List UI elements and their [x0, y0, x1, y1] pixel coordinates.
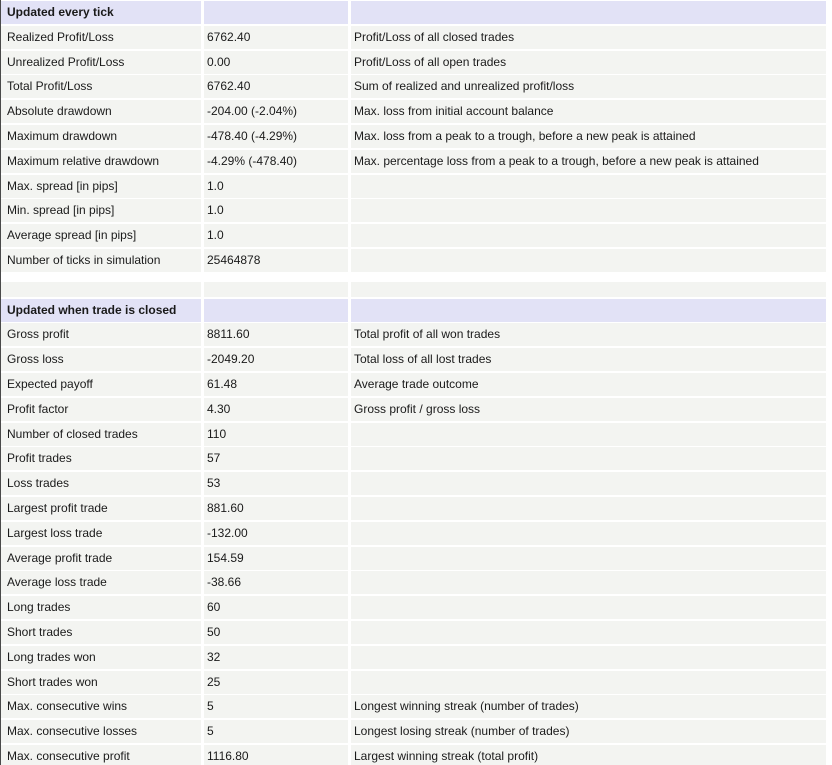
- stat-row: [1, 423, 826, 446]
- stat-label: Short trades won: [1, 671, 201, 694]
- stat-description: Sum of realized and unrealized profit/loss: [351, 75, 826, 98]
- stat-label: Max. consecutive wins: [1, 695, 201, 718]
- stat-description: [351, 472, 826, 495]
- empty-label-cell: [1, 282, 201, 297]
- stat-description: Max. loss from initial account balance: [351, 100, 826, 123]
- empty-description-cell: [351, 282, 826, 297]
- stat-label: Realized Profit/Loss: [1, 26, 201, 49]
- stat-row: [1, 373, 826, 396]
- stat-value: 53: [204, 472, 348, 495]
- stat-value: 110: [204, 423, 348, 446]
- stat-description: Longest losing streak (number of trades): [351, 720, 826, 743]
- section-header-row: [1, 299, 826, 322]
- stat-description: Longest winning streak (number of trades): [351, 695, 826, 718]
- stat-row: [1, 26, 826, 49]
- stat-description: Largest winning streak (total profit): [351, 745, 826, 765]
- stat-value: 6762.40: [204, 75, 348, 98]
- stat-row: [1, 199, 826, 222]
- empty-value-cell: [204, 282, 348, 297]
- stat-description: [351, 547, 826, 570]
- stat-description: [351, 249, 826, 272]
- stat-value: 25464878: [204, 249, 348, 272]
- stat-value: -478.40 (-4.29%): [204, 125, 348, 148]
- stat-row: [1, 150, 826, 173]
- stat-description: [351, 522, 826, 545]
- stat-label: Largest loss trade: [1, 522, 201, 545]
- stat-label: Number of closed trades: [1, 423, 201, 446]
- stat-label: Profit factor: [1, 398, 201, 421]
- stat-value: -2049.20: [204, 348, 348, 371]
- stat-label: Loss trades: [1, 472, 201, 495]
- stat-description: Profit/Loss of all open trades: [351, 51, 826, 74]
- stat-row: [1, 125, 826, 148]
- stat-description: Total profit of all won trades: [351, 323, 826, 346]
- stat-description: [351, 571, 826, 594]
- stat-description: Profit/Loss of all closed trades: [351, 26, 826, 49]
- section-header-row: [1, 1, 826, 24]
- stat-value: 8811.60: [204, 323, 348, 346]
- stat-label: Maximum relative drawdown: [1, 150, 201, 173]
- stat-description: [351, 423, 826, 446]
- stat-row: [1, 646, 826, 669]
- stat-value: 57: [204, 447, 348, 470]
- stat-value: 50: [204, 621, 348, 644]
- stat-value: 6762.40: [204, 26, 348, 49]
- stat-row: [1, 447, 826, 470]
- section-header-value-cell: [204, 1, 348, 24]
- stat-label: Average spread [in pips]: [1, 224, 201, 247]
- stat-value: 881.60: [204, 497, 348, 520]
- stat-value: 1116.80: [204, 745, 348, 765]
- stat-row: [1, 398, 826, 421]
- stat-value: -204.00 (-2.04%): [204, 100, 348, 123]
- stat-label: Min. spread [in pips]: [1, 199, 201, 222]
- stat-row: [1, 472, 826, 495]
- stat-value: -132.00: [204, 522, 348, 545]
- stat-row: [1, 323, 826, 346]
- stat-description: [351, 497, 826, 520]
- stat-label: Gross loss: [1, 348, 201, 371]
- stat-row: [1, 695, 826, 718]
- stat-value: 1.0: [204, 199, 348, 222]
- stat-value: 32: [204, 646, 348, 669]
- stat-description: [351, 596, 826, 619]
- stat-row: [1, 51, 826, 74]
- stat-label: Max. spread [in pips]: [1, 175, 201, 198]
- stat-label: Number of ticks in simulation: [1, 249, 201, 272]
- stat-description: Average trade outcome: [351, 373, 826, 396]
- stat-label: Long trades won: [1, 646, 201, 669]
- section-header-description-cell: [351, 299, 826, 322]
- stat-description: [351, 646, 826, 669]
- stat-value: 4.30: [204, 398, 348, 421]
- stat-value: 61.48: [204, 373, 348, 396]
- stat-row: [1, 348, 826, 371]
- stat-label: Largest profit trade: [1, 497, 201, 520]
- stat-description: Total loss of all lost trades: [351, 348, 826, 371]
- stat-description: [351, 671, 826, 694]
- stat-description: Gross profit / gross loss: [351, 398, 826, 421]
- stat-row: [1, 547, 826, 570]
- stat-row: [1, 720, 826, 743]
- stat-description: [351, 175, 826, 198]
- stat-row: [1, 671, 826, 694]
- stat-description: [351, 447, 826, 470]
- section-gap: [1, 274, 826, 282]
- stat-label: Average profit trade: [1, 547, 201, 570]
- stat-row: [1, 621, 826, 644]
- stat-row: [1, 522, 826, 545]
- stat-description: [351, 199, 826, 222]
- stat-row: [1, 249, 826, 272]
- section-header-description-cell: [351, 1, 826, 24]
- stat-row: [1, 75, 826, 98]
- section-header-value-cell: [204, 299, 348, 322]
- stat-label: Profit trades: [1, 447, 201, 470]
- stat-label: Total Profit/Loss: [1, 75, 201, 98]
- stat-value: 1.0: [204, 175, 348, 198]
- stat-value: 1.0: [204, 224, 348, 247]
- section-header-label: Updated every tick: [1, 1, 201, 24]
- stat-value: 25: [204, 671, 348, 694]
- stat-label: Expected payoff: [1, 373, 201, 396]
- stat-value: -38.66: [204, 571, 348, 594]
- section-header-label: Updated when trade is closed: [1, 299, 201, 322]
- stat-value: 5: [204, 695, 348, 718]
- stat-description: [351, 621, 826, 644]
- stat-row: [1, 100, 826, 123]
- stat-value: 0.00: [204, 51, 348, 74]
- stat-row: [1, 497, 826, 520]
- empty-row: [1, 282, 826, 297]
- stats-table: [1, 1, 826, 765]
- stat-row: [1, 745, 826, 765]
- stat-description: Max. loss from a peak to a trough, before a new peak is attained: [351, 125, 826, 148]
- stat-row: [1, 596, 826, 619]
- stat-label: Gross profit: [1, 323, 201, 346]
- stat-label: Max. consecutive losses: [1, 720, 201, 743]
- stat-row: [1, 571, 826, 594]
- stat-value: 154.59: [204, 547, 348, 570]
- stat-description: [351, 224, 826, 247]
- stat-value: -4.29% (-478.40): [204, 150, 348, 173]
- stat-label: Absolute drawdown: [1, 100, 201, 123]
- stat-row: [1, 175, 826, 198]
- stat-label: Maximum drawdown: [1, 125, 201, 148]
- stat-description: Max. percentage loss from a peak to a trough, before a new peak is attained: [351, 150, 826, 173]
- stat-label: Long trades: [1, 596, 201, 619]
- stat-label: Unrealized Profit/Loss: [1, 51, 201, 74]
- stat-value: 60: [204, 596, 348, 619]
- stat-label: Average loss trade: [1, 571, 201, 594]
- stat-label: Short trades: [1, 621, 201, 644]
- stat-value: 5: [204, 720, 348, 743]
- stat-row: [1, 224, 826, 247]
- stat-label: Max. consecutive profit: [1, 745, 201, 765]
